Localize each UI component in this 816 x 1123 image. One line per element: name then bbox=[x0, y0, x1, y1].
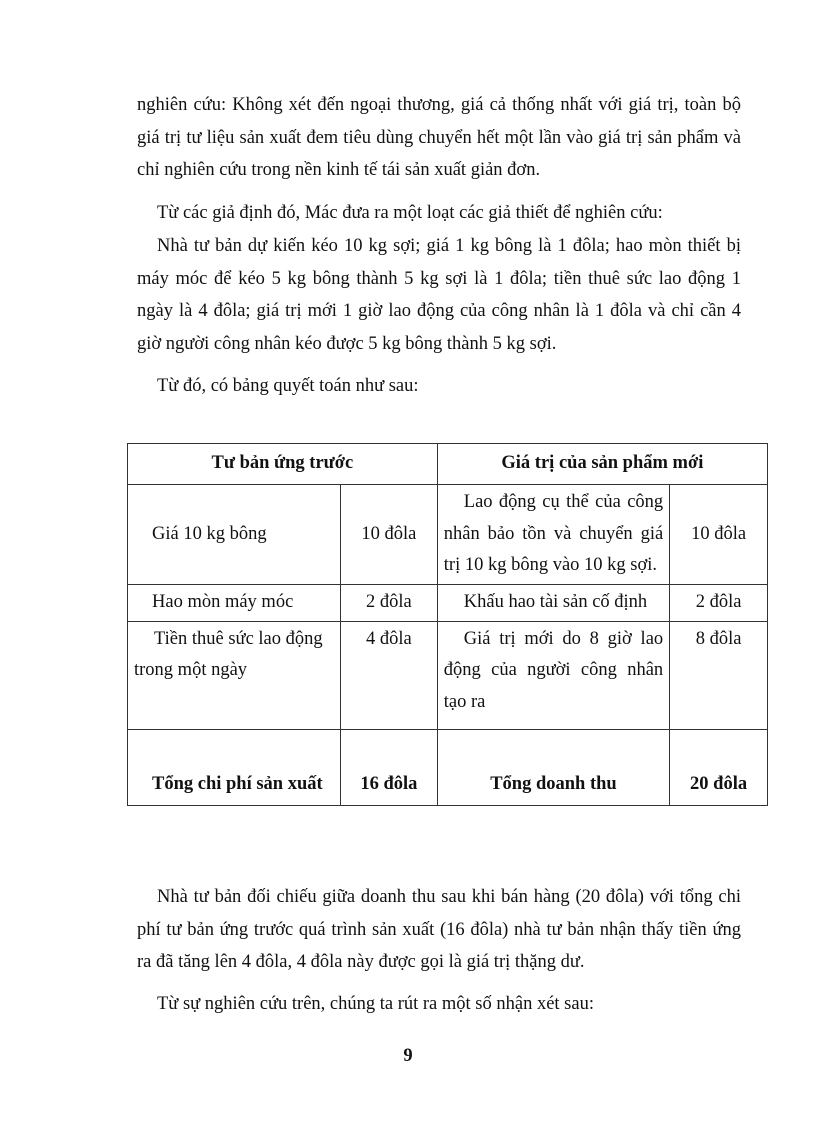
cost-amount: 2 đôla bbox=[340, 584, 437, 621]
header-new-product-value: Giá trị của sản phẩm mới bbox=[437, 444, 767, 485]
total-revenue: 20 đôla bbox=[670, 729, 768, 805]
paragraph-surplus-value: Nhà tư bản đối chiếu giữa doanh thu sau khi bán hàng (20 đôla) với tổng chi phí tư bản ứng trước quá trình sản xuất (16 đôla) nhà tư bản nhận thấy tiền ứng ra đã tăng lên 4 đôla, 4 đôla này được gọi là giá trị thặng dư. bbox=[137, 887, 741, 972]
paragraph-assumptions: nghiên cứu: Không xét đến ngoại thương, giá cả thống nhất với giá trị, toàn bộ giá trị tư liệu sản xuất đem tiêu dùng chuyển hết một lần vào giá trị sản phẩm và chỉ nghiên cứu trong nền kinh tế tái sản xuất giản đơn. bbox=[137, 95, 741, 180]
settlement-table bbox=[127, 443, 768, 806]
cost-amount: 10 đôla bbox=[340, 485, 437, 585]
value-description: Giá trị mới do 8 giờ lao động của người công nhân tạo ra bbox=[437, 621, 669, 729]
value-amount: 8 đôla bbox=[670, 621, 768, 729]
table-row bbox=[128, 584, 768, 621]
value-description: Khấu hao tài sản cố định bbox=[437, 584, 669, 621]
table-row bbox=[128, 485, 768, 585]
table-row bbox=[128, 621, 768, 729]
total-revenue-label: Tổng doanh thu bbox=[437, 729, 669, 805]
table-total-row bbox=[128, 729, 768, 805]
cost-amount: 4 đôla bbox=[340, 621, 437, 729]
value-amount: 10 đôla bbox=[670, 485, 768, 585]
cost-item: Giá 10 kg bông bbox=[128, 485, 341, 585]
paragraph-intro-hypotheses: Từ các giả định đó, Mác đưa ra một loạt các giả thiết để nghiên cứu: bbox=[157, 203, 663, 223]
paragraph-hypotheses: Nhà tư bản dự kiến kéo 10 kg sợi; giá 1 kg bông là 1 đôla; hao mòn thiết bị máy móc để kéo 5 kg bông thành 5 kg sợi là 1 đôla; tiền thuê sức lao động 1 ngày là 4 đôla; giá trị mới 1 giờ lao động của công nhân là 1 đôla và chỉ cần 4 giờ người công nhân kéo được 5 kg bông thành 5 kg sợi. bbox=[137, 236, 741, 354]
header-advance-capital: Tư bản ứng trước bbox=[128, 444, 438, 485]
cost-item: Tiền thuê sức lao động trong một ngày bbox=[128, 621, 341, 729]
value-amount: 2 đôla bbox=[670, 584, 768, 621]
total-cost: 16 đôla bbox=[340, 729, 437, 805]
page-number: 9 bbox=[403, 1046, 413, 1066]
table-header-row bbox=[128, 444, 768, 485]
total-cost-label: Tổng chi phí sản xuất bbox=[128, 729, 341, 805]
cost-item: Hao mòn máy móc bbox=[128, 584, 341, 621]
paragraph-conclusion-intro: Từ sự nghiên cứu trên, chúng ta rút ra một số nhận xét sau: bbox=[157, 994, 594, 1014]
paragraph-table-intro: Từ đó, có bảng quyết toán như sau: bbox=[157, 376, 419, 396]
value-description: Lao động cụ thể của công nhân bảo tồn và chuyển giá trị 10 kg bông vào 10 kg sợi. bbox=[437, 485, 669, 585]
